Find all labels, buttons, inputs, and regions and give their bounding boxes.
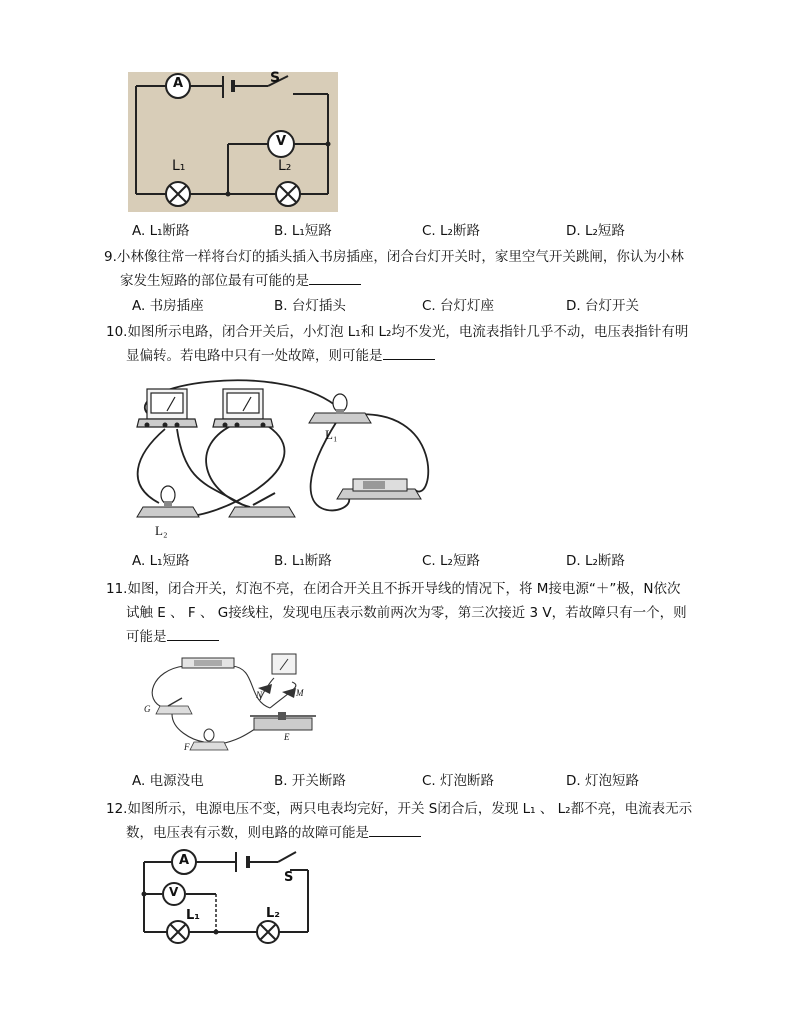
q10-text-line1: 如图所示电路，闭合开关后，小灯泡 L₁和 L₂均不发光，电流表指针几乎不动，电压表指针有明 [127,324,689,340]
q12-ammeter-label: A [179,853,190,868]
q10-option-b[interactable]: B. L₁断路 [274,553,332,569]
q11-label-f: F [184,742,190,752]
q10-text-line2: 显偏转。若电路中只有一处故障，则可能是 [126,348,383,364]
q8-option-c[interactable]: C. L₂断路 [422,223,480,239]
q9-text-line1: 小林像往常一样将台灯的插头插入书房插座，闭合台灯开关时，家里空气开关跳闸，你认为小林 [116,249,684,265]
q9-option-a[interactable]: A. 书房插座 [132,298,204,314]
q10-number: 10. [106,324,128,340]
q11-text-line3: 可能是 [126,629,167,645]
q8-lamp2-label: L₂ [278,158,292,174]
q8-ammeter-label: A [173,76,184,91]
q12-answer-blank[interactable] [369,822,421,837]
q11-label-m: M [296,688,304,698]
q8-option-d[interactable]: D. L₂短路 [566,223,625,239]
q11-text-line1: 如图，闭合开关，灯泡不亮，在闭合开关且不拆开导线的情况下，将 M接电源“＋”极，N依次 [127,581,681,597]
q11-number: 11. [106,581,128,597]
q12-number: 12. [106,801,128,817]
q9-number: 9. [104,249,117,265]
q12-lamp2-label: L₂ [266,906,280,921]
q10-option-c[interactable]: C. L₂短路 [422,553,480,569]
q12-text-line2: 数，电压表有示数，则电路的故障可能是 [126,825,369,841]
q9-option-d[interactable]: D. 台灯开关 [566,298,639,314]
q12-lamp1-label: L₁ [186,908,200,923]
q11-answer-blank[interactable] [167,626,219,641]
q10-options [132,549,732,571]
q11-option-c[interactable]: C. 灯泡断路 [422,773,495,789]
q11-text-line2: 试触 E 、 F 、 G接线柱，发现电压表示数前两次为零，第三次接近 3 V，若故障只有一个，则 [126,605,687,621]
q9-answer-blank[interactable] [309,270,361,285]
q11-label-e: E [284,732,290,742]
q9-text-line2: 家发生短路的部位最有可能的是 [120,273,309,289]
q11-option-a[interactable]: A. 电源没电 [132,773,204,789]
q11-option-b[interactable]: B. 开关断路 [274,773,346,789]
q12-question [106,797,706,845]
q10-option-a[interactable]: A. L₁短路 [132,553,190,569]
q11-label-g: G [144,704,151,714]
q8-options [132,219,732,241]
q10-option-d[interactable]: D. L₂断路 [566,553,625,569]
q10-answer-blank[interactable] [383,345,435,360]
q8-option-b[interactable]: B. L₁短路 [274,223,332,239]
q11-option-d[interactable]: D. 灯泡短路 [566,773,639,789]
q12-switch-label: S [284,870,294,885]
q10-lamp1-label: L₁ [325,427,338,442]
q9-option-b[interactable]: B. 台灯插头 [274,298,346,314]
q8-circuit-figure [128,72,338,212]
q12-circuit-figure [138,848,313,946]
q9-question [104,245,710,293]
q8-lamp1-label: L₁ [172,158,186,174]
q11-question [106,577,706,649]
q10-question [106,320,706,368]
q11-label-n: N [256,690,263,700]
q10-circuit-figure [125,365,435,545]
q9-option-c[interactable]: C. 台灯灯座 [422,298,495,314]
q8-option-a[interactable]: A. L₁断路 [132,223,190,239]
q8-switch-label: S [270,70,281,86]
q11-options [132,769,732,791]
q10-lamp2-label: L₂ [155,523,168,538]
q11-circuit-figure [142,650,322,758]
q9-options [132,294,732,316]
q12-voltmeter-label: V [169,885,179,899]
q12-text-line1: 如图所示，电源电压不变，两只电表均完好，开关 S闭合后，发现 L₁ 、 L₂都不亮，电流表无示 [127,801,693,817]
q8-voltmeter-label: V [276,134,287,149]
